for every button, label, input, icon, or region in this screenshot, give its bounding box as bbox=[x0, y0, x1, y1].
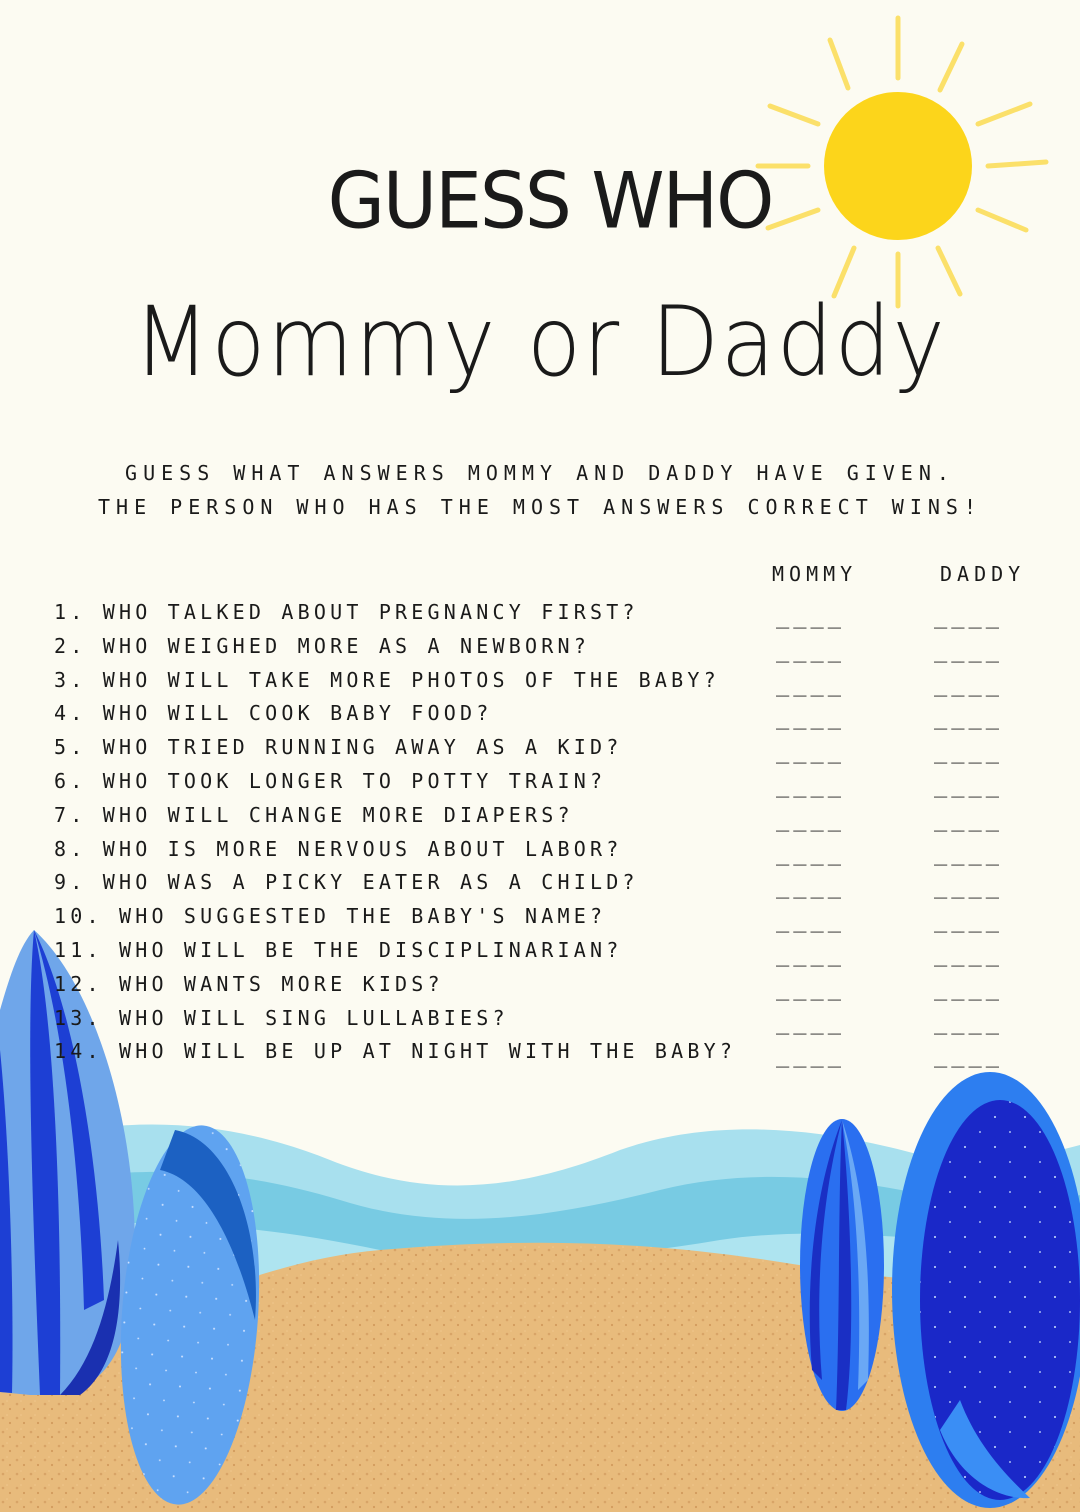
daddy-answer-blank[interactable]: ____ bbox=[934, 1009, 1003, 1035]
question-text: 13. WHO WILL SING LULLABIES? bbox=[54, 1005, 509, 1030]
question-row bbox=[54, 1035, 1054, 1069]
mommy-answer-blank[interactable]: ____ bbox=[776, 705, 845, 731]
daddy-answer-blank[interactable]: ____ bbox=[934, 941, 1003, 967]
question-row bbox=[54, 596, 1054, 630]
question-text: 3. WHO WILL TAKE MORE PHOTOS OF THE BABY? bbox=[54, 667, 720, 692]
daddy-answer-blank[interactable]: ____ bbox=[934, 874, 1003, 900]
daddy-answer-blank[interactable]: ____ bbox=[934, 908, 1003, 934]
daddy-answer-blank[interactable]: ____ bbox=[934, 975, 1003, 1001]
question-list bbox=[54, 596, 1054, 1069]
question-text: 1. WHO TALKED ABOUT PREGNANCY FIRST? bbox=[54, 600, 639, 624]
daddy-answer-blank[interactable]: ____ bbox=[934, 739, 1003, 765]
instructions-line-2: THE PERSON WHO HAS THE MOST ANSWERS CORRECT WINS! bbox=[97, 495, 982, 519]
question-row bbox=[54, 833, 1054, 867]
question-row bbox=[54, 630, 1054, 664]
question-text: 2. WHO WEIGHED MORE AS A NEWBORN? bbox=[54, 633, 590, 658]
mommy-answer-blank[interactable]: ____ bbox=[776, 975, 845, 1001]
question-text: 5. WHO TRIED RUNNING AWAY AS A KID? bbox=[54, 735, 623, 760]
question-row bbox=[54, 664, 1054, 698]
question-row bbox=[54, 731, 1054, 765]
mommy-answer-blank[interactable]: ____ bbox=[776, 874, 845, 900]
question-row bbox=[54, 934, 1054, 968]
question-text: 9. WHO WAS A PICKY EATER AS A CHILD? bbox=[54, 870, 639, 895]
daddy-answer-blank[interactable]: ____ bbox=[934, 1043, 1003, 1069]
mommy-answer-blank[interactable]: ____ bbox=[776, 1043, 845, 1069]
daddy-answer-blank[interactable]: ____ bbox=[934, 705, 1003, 731]
mommy-answer-blank[interactable]: ____ bbox=[776, 604, 845, 629]
mommy-answer-blank[interactable]: ____ bbox=[776, 772, 845, 798]
question-text: 10. WHO SUGGESTED THE BABY'S NAME? bbox=[54, 904, 607, 929]
daddy-answer-blank[interactable]: ____ bbox=[934, 671, 1003, 697]
question-row bbox=[54, 968, 1054, 1002]
instructions-line-1: GUESS WHAT ANSWERS MOMMY AND DADDY HAVE GIVEN. bbox=[125, 461, 955, 485]
question-text: 11. WHO WILL BE THE DISCIPLINARIAN? bbox=[54, 937, 623, 962]
daddy-answer-blank[interactable]: ____ bbox=[934, 637, 1003, 663]
daddy-answer-blank[interactable]: ____ bbox=[934, 806, 1003, 832]
question-row bbox=[54, 1002, 1054, 1036]
question-text: 12. WHO WANTS MORE KIDS? bbox=[54, 971, 444, 996]
mommy-answer-blank[interactable]: ____ bbox=[776, 671, 845, 697]
question-text: 8. WHO IS MORE NERVOUS ABOUT LABOR? bbox=[54, 836, 623, 861]
column-header-mommy: MOMMY bbox=[772, 562, 858, 586]
mommy-answer-blank[interactable]: ____ bbox=[776, 1009, 845, 1035]
surfboard-icon bbox=[892, 1072, 1080, 1508]
question-row bbox=[54, 900, 1054, 934]
surfboard-icon bbox=[800, 1119, 884, 1411]
question-row bbox=[54, 765, 1054, 799]
question-row bbox=[54, 799, 1054, 833]
daddy-answer-blank[interactable]: ____ bbox=[934, 772, 1003, 798]
mommy-answer-blank[interactable]: ____ bbox=[776, 908, 845, 934]
column-header-daddy: DADDY bbox=[940, 562, 1026, 586]
mommy-answer-blank[interactable]: ____ bbox=[776, 806, 845, 832]
mommy-answer-blank[interactable]: ____ bbox=[776, 637, 845, 663]
question-text: 7. WHO WILL CHANGE MORE DIAPERS? bbox=[54, 802, 574, 827]
mommy-answer-blank[interactable]: ____ bbox=[776, 739, 845, 765]
page-subtitle: Mommy or Daddy bbox=[133, 286, 947, 398]
mommy-answer-blank[interactable]: ____ bbox=[776, 840, 845, 866]
question-row bbox=[54, 697, 1054, 731]
question-text: 14. WHO WILL BE UP AT NIGHT WITH THE BABY? bbox=[54, 1039, 737, 1064]
daddy-answer-blank[interactable]: ____ bbox=[934, 604, 1003, 629]
page-title: GUESS WHO bbox=[327, 155, 773, 247]
mommy-answer-blank[interactable]: ____ bbox=[776, 941, 845, 967]
question-text: 6. WHO TOOK LONGER TO POTTY TRAIN? bbox=[54, 768, 607, 793]
daddy-answer-blank[interactable]: ____ bbox=[934, 840, 1003, 866]
question-row bbox=[54, 866, 1054, 900]
question-text: 4. WHO WILL COOK BABY FOOD? bbox=[54, 701, 493, 726]
instructions bbox=[0, 456, 1080, 524]
